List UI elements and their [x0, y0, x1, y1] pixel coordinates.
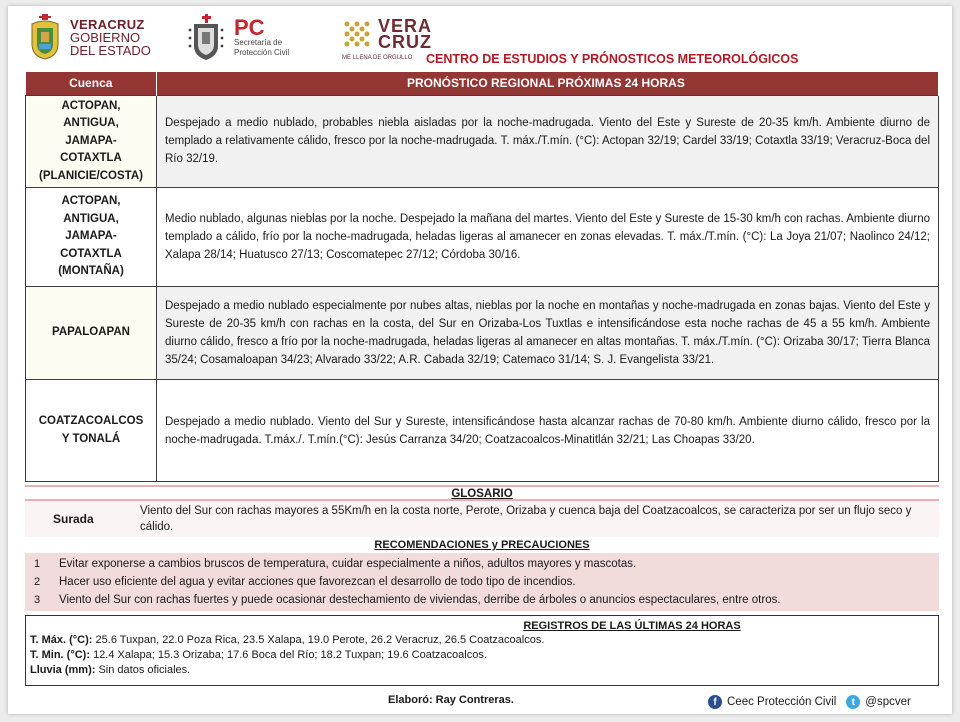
forecast-row	[26, 188, 939, 287]
elaboro-credit: Elaboró: Ray Contreras.	[388, 694, 514, 706]
cuenca-cell: ACTOPAN, ANTIGUA, JAMAPA- COTAXTLA (PLANICIE/COSTA)	[26, 95, 157, 188]
forecast-text: Despejado a medio nublado, probables niebla aisladas por la noche-madrugada. Viento del Este y Sureste de 20-35 km/h. Ambiente diurno de templado a relativamente cálido, fresco por la noche-madrugada. T. máx./T.mín. (°C): Actopan 32/19; Cardel 33/19; Cotaxtla 33/19; Veracruz-Boca del Río 32/19.	[157, 95, 939, 188]
bulletin-page	[8, 6, 952, 714]
forecast-row	[26, 287, 939, 380]
recomendacion-item	[25, 555, 939, 573]
cuenca-cell: ACTOPAN, ANTIGUA, JAMAPA- COTAXTLA (MONTAÑA)	[26, 188, 157, 287]
forecast-text: Despejado a medio nublado. Viento del Sur y Sureste, intensificándose hasta alcanzar rachas de 70-80 km/h. Ambiente diurno cálido, fresco por la noche-madrugada. T.máx./. T.mín.(°C): Jesús Carranza 34/20; Coatzacoalcos-Minatitlán 32/21; Las Choapas 33/20.	[157, 380, 939, 482]
forecast-row	[26, 380, 939, 482]
recomendacion-number: 1	[33, 558, 41, 570]
column-header-cuenca: Cuenca	[26, 72, 157, 95]
logo-proteccion-civil: PC Secretaría de Protección Civil	[186, 14, 289, 62]
facebook-icon[interactable]: f	[708, 695, 722, 709]
glosario-definition: Viento del Sur con rachas mayores a 55Km/h en la costa norte, Perote, Orizaba y cuenca baja del Coatzacoalcos, se caracteriza por ser un flujo seco y cálido.	[140, 505, 912, 533]
registro-lluvia-label: Lluvia (mm):	[30, 664, 96, 676]
recomendacion-number: 3	[33, 594, 41, 606]
cuenca-cell: COATZACOALCOS Y TONALÁ	[26, 380, 157, 482]
center-title: CENTRO DE ESTUDIOS Y PRÓNOSTICOS METEOROLÓGICOS	[426, 52, 799, 66]
veracruz-tagline: ME LLENA DE ORGULLO	[342, 55, 413, 61]
recomendacion-item	[25, 573, 939, 591]
twitter-link[interactable]: @spcver	[865, 696, 911, 708]
glosario-entry	[25, 501, 939, 537]
cuenca-cell: PAPALOAPAN	[26, 287, 157, 380]
veracruz-coat-of-arms-icon	[28, 14, 62, 60]
recomendaciones-title: RECOMENDACIONES y PRECAUCIONES	[374, 539, 590, 551]
forecast-text: Despejado a medio nublado especialmente por nubes altas, nieblas por la noche en montañas y noche-madrugada en zonas bajas. Viento del Este y Sureste de 20-35 km/h con rachas en la costa, del Sur en Orizaba-Los Tuxtlas e intensificándose esta noche rachas de 45 a 55 km/h. Ambiente diurno cálido, fresco a frío por la noche-madrugada, heladas ligeras al amanecer en altas montañas. T. máx./T.mín. (°C): Orizaba 30/17; Tierra Blanca 35/24; Cosamaloapan 34/23; Alvarado 33/22; A.R. Cabada 32/19; Catemaco 31/14; S. J. Evangelista 33/21.	[157, 287, 939, 380]
forecast-row	[26, 95, 939, 188]
registro-tmax-label: T. Máx. (°C):	[30, 634, 93, 646]
glosario-term: Surada	[53, 512, 94, 526]
header	[8, 6, 952, 72]
recomendacion-text: Hacer uso eficiente del agua y evitar acciones que favorezcan el desarrollo de todo tipo de incendios.	[59, 576, 576, 588]
recomendacion-item	[25, 591, 939, 609]
veracruz-pattern-icon	[342, 19, 372, 49]
registro-tmin-label: T. Min. (°C):	[30, 649, 90, 661]
registro-tmax	[30, 633, 934, 648]
registro-tmin-value: 12.4 Xalapa; 15.3 Orizaba; 17.6 Boca del Río; 18.2 Tuxpan; 19.6 Coatzacoalcos.	[93, 649, 487, 661]
recomendacion-text: Viento del Sur con rachas fuertes y puede ocasionar destechamiento de viviendas, derribe de árboles o anuncios espectaculares, entre otros.	[59, 594, 781, 606]
recomendacion-text: Evitar exponerse a cambios bruscos de temperatura, cuidar especialmente a niños, adultos mayores y mascotas.	[59, 558, 637, 570]
forecast-text: Medio nublado, algunas nieblas por la noche. Despejado la mañana del martes. Viento del Este y Sureste de 15-30 km/h con rachas. Ambiente diurno templado a cálido, frío por la noche-madrugada, heladas ligeras al amanecer en zonas elevadas. T. máx./T.mín. (°C): La Joya 21/07; Naolinco 24/12; Xalapa 28/14; Huatusco 27/13; Coscomatepec 27/12; Córdoba 30/16.	[157, 188, 939, 287]
facebook-link[interactable]: Ceec Protección Civil	[727, 696, 837, 708]
registro-tmax-value: 25.6 Tuxpan, 22.0 Poza Rica, 23.5 Xalapa, 19.0 Perote, 26.2 Veracruz, 26.5 Coatzacoalcos.	[95, 634, 545, 646]
logo-veracruz-brand: VERA CRUZ ME LLENA DE ORGULLO	[342, 16, 433, 61]
forecast-table	[25, 72, 939, 482]
logo-veracruz-gobierno: VERACRUZ GOBIERNO DEL ESTADO	[28, 14, 151, 60]
registros-box	[25, 615, 939, 686]
registros-title: REGISTROS DE LAS ÚLTIMAS 24 HORAS	[523, 620, 741, 632]
forecast-header-row	[26, 72, 939, 95]
social-links	[708, 695, 911, 709]
recomendaciones-list	[25, 553, 939, 611]
proteccion-civil-shield-icon	[186, 14, 226, 62]
recomendacion-number: 2	[33, 576, 41, 588]
registro-lluvia	[30, 663, 934, 678]
registro-lluvia-value: Sin datos oficiales.	[98, 664, 191, 676]
twitter-icon[interactable]: t	[846, 695, 860, 709]
registro-tmin	[30, 648, 934, 663]
glosario-title: GLOSARIO	[25, 485, 939, 501]
column-header-pronostico: PRONÓSTICO REGIONAL PRÓXIMAS 24 HORAS	[157, 72, 939, 95]
